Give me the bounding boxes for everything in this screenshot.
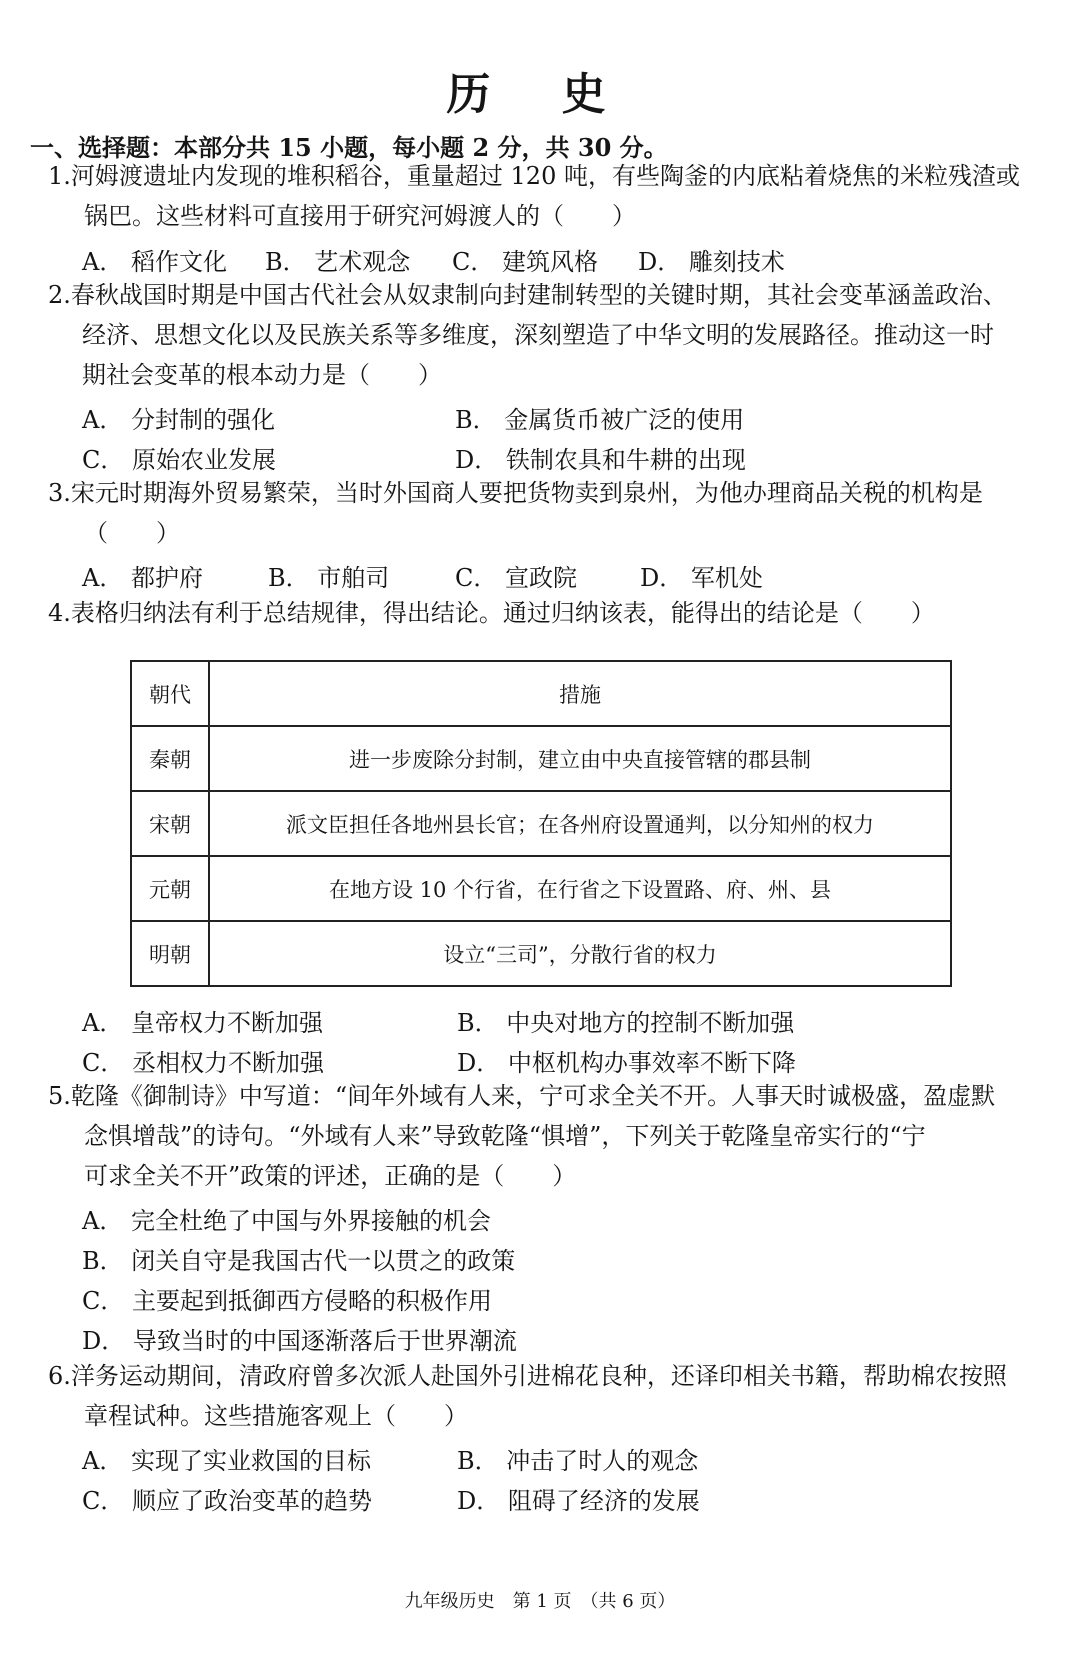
page-title: 历 史 [446, 69, 634, 120]
question-3-line-2: （ ） [84, 519, 180, 547]
q3-option-a: A． 都护府 [82, 564, 203, 592]
q5-option-a: A． 完全杜绝了中国与外界接触的机会 [82, 1207, 491, 1235]
q6-option-d: D． 阻碍了经济的发展 [457, 1487, 700, 1515]
question-2-line-1: 2.春秋战国时期是中国古代社会从奴隶制向封建制转型的关键时期，其社会变革涵盖政治、 [48, 281, 1007, 309]
question-1-line-1: 1.河姆渡遗址内发现的堆积稻谷，重量超过 120 吨，有些陶釜的内底粘着烧焦的米粒残渣或 [48, 162, 1020, 190]
table-cell-dynasty: 秦朝 [131, 726, 209, 791]
q6-option-a: A． 实现了实业救国的目标 [82, 1447, 371, 1475]
q2-option-d: D． 铁制农具和牛耕的出现 [455, 446, 746, 474]
q2-option-c: C． 原始农业发展 [82, 446, 276, 474]
q2-option-a: A． 分封制的强化 [82, 406, 275, 434]
question-5-line-1: 5.乾隆《御制诗》中写道：“间年外域有人来，宁可求全关不开。人事天时诚极盛，盈虚默 [48, 1082, 996, 1110]
table-cell-measure: 设立“三司”，分散行省的权力 [209, 921, 951, 986]
q1-option-a: A． 稻作文化 [82, 248, 227, 276]
q4-option-a: A． 皇帝权力不断加强 [82, 1009, 323, 1037]
table-row [131, 921, 951, 986]
q1-option-b: B． 艺术观念 [265, 248, 411, 276]
table-cell-dynasty: 明朝 [131, 921, 209, 986]
q4-option-c: C． 丞相权力不断加强 [82, 1049, 324, 1077]
table-cell-measure: 在地方设 10 个行省，在行省之下设置路、府、州、县 [209, 856, 951, 921]
q2-option-b: B． 金属货币被广泛的使用 [455, 406, 745, 434]
question-2-line-2: 经济、思想文化以及民族关系等多维度，深刻塑造了中华文明的发展路径。推动这一时 [82, 321, 994, 349]
table-cell-measure: 进一步废除分封制，建立由中央直接管辖的郡县制 [209, 726, 951, 791]
q4-option-b: B． 中央对地方的控制不断加强 [457, 1009, 795, 1037]
table-row [131, 791, 951, 856]
q3-option-c: C． 宣政院 [455, 564, 577, 592]
table-cell-dynasty: 元朝 [131, 856, 209, 921]
table-cell-measure: 派文臣担任各地州县长官；在各州府设置通判，以分知州的权力 [209, 791, 951, 856]
question-6-line-2: 章程试种。这些措施客观上（ ） [84, 1402, 468, 1430]
measures-table [130, 660, 952, 987]
q6-option-b: B． 冲击了时人的观念 [457, 1447, 699, 1475]
q1-option-c: C． 建筑风格 [452, 248, 598, 276]
table-row [131, 856, 951, 921]
table-header-row [131, 661, 951, 726]
question-1-line-2: 锅巴。这些材料可直接用于研究河姆渡人的（ ） [84, 202, 636, 230]
question-3-line-1: 3.宋元时期海外贸易繁荣，当时外国商人要把货物卖到泉州，为他办理商品关税的机构是 [48, 479, 983, 507]
q4-option-d: D． 中枢机构办事效率不断下降 [457, 1049, 796, 1077]
question-5-line-2: 念惧增哉”的诗句。“外域有人来”导致乾隆“惧增”，下列关于乾隆皇帝实行的“宁 [84, 1122, 926, 1150]
q5-option-c: C． 主要起到抵御西方侵略的积极作用 [82, 1287, 492, 1315]
q1-option-d: D． 雕刻技术 [638, 248, 785, 276]
table-header-measures: 措施 [209, 661, 951, 726]
section-header: 一、选择题：本部分共 15 小题，每小题 2 分，共 30 分。 [30, 133, 668, 162]
q5-option-b: B． 闭关自守是我国古代一以贯之的政策 [82, 1247, 516, 1275]
q3-option-b: B． 市舶司 [268, 564, 390, 592]
q3-option-d: D． 军机处 [640, 564, 763, 592]
q6-option-c: C． 顺应了政治变革的趋势 [82, 1487, 372, 1515]
q5-option-d: D． 导致当时的中国逐渐落后于世界潮流 [82, 1327, 517, 1355]
question-6-line-1: 6.洋务运动期间，清政府曾多次派人赴国外引进棉花良种，还译印相关书籍，帮助棉农按照 [48, 1362, 1007, 1390]
table-cell-dynasty: 宋朝 [131, 791, 209, 856]
table-header-dynasty: 朝代 [131, 661, 209, 726]
page-footer: 九年级历史 第 1 页 （共 6 页） [404, 1591, 676, 1612]
table-row [131, 726, 951, 791]
question-5-line-3: 可求全关不开”政策的评述，正确的是（ ） [84, 1162, 577, 1190]
question-4-line-1: 4.表格归纳法有利于总结规律，得出结论。通过归纳该表，能得出的结论是（ ） [48, 599, 935, 627]
question-2-line-3: 期社会变革的根本动力是（ ） [82, 361, 442, 389]
